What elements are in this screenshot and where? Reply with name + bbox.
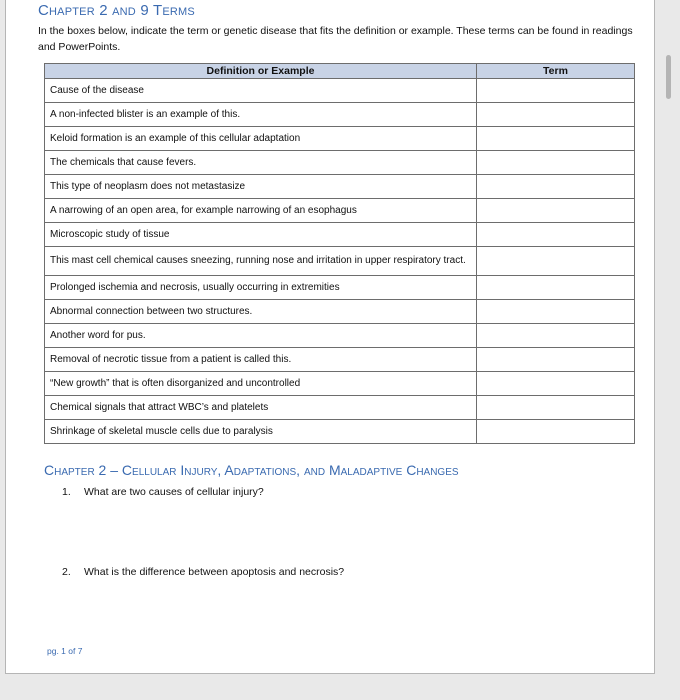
table-row bbox=[45, 79, 635, 103]
term-cell[interactable] bbox=[477, 348, 635, 372]
definition-cell: Microscopic study of tissue bbox=[45, 223, 477, 247]
table-row bbox=[45, 151, 635, 175]
table-row bbox=[45, 372, 635, 396]
term-cell[interactable] bbox=[477, 276, 635, 300]
page-number: pg. 1 of 7 bbox=[47, 646, 83, 656]
definition-cell: Cause of the disease bbox=[45, 79, 477, 103]
term-cell[interactable] bbox=[477, 199, 635, 223]
table-row bbox=[45, 348, 635, 372]
term-cell[interactable] bbox=[477, 223, 635, 247]
table-header-row bbox=[45, 64, 635, 79]
definition-cell: This mast cell chemical causes sneezing, running nose and irritation in upper respiratory tract. bbox=[45, 247, 477, 276]
table-row bbox=[45, 127, 635, 151]
definition-cell: A non-infected blister is an example of this. bbox=[45, 103, 477, 127]
table-row bbox=[45, 420, 635, 444]
term-cell[interactable] bbox=[477, 79, 635, 103]
vertical-scrollbar[interactable] bbox=[666, 55, 671, 99]
table-row bbox=[45, 300, 635, 324]
definition-cell: Prolonged ischemia and necrosis, usually occurring in extremities bbox=[45, 276, 477, 300]
term-cell[interactable] bbox=[477, 151, 635, 175]
definition-cell: Removal of necrotic tissue from a patient is called this. bbox=[45, 348, 477, 372]
page-title: Chapter 2 and 9 Terms bbox=[38, 2, 195, 19]
table-row bbox=[45, 199, 635, 223]
definition-cell: The chemicals that cause fevers. bbox=[45, 151, 477, 175]
term-cell[interactable] bbox=[477, 103, 635, 127]
definition-cell: This type of neoplasm does not metastasize bbox=[45, 175, 477, 199]
instructions-text: In the boxes below, indicate the term or genetic disease that fits the definition or example. These terms can be found in readings and PowerPoints. bbox=[38, 25, 633, 53]
term-cell[interactable] bbox=[477, 175, 635, 199]
table-row bbox=[45, 103, 635, 127]
question-item bbox=[62, 566, 344, 578]
question-text: What is the difference between apoptosis and necrosis? bbox=[84, 566, 345, 578]
table-row bbox=[45, 396, 635, 420]
definition-column-header: Definition or Example bbox=[45, 64, 477, 79]
question-text: What are two causes of cellular injury? bbox=[84, 486, 264, 498]
definition-cell: Abnormal connection between two structures. bbox=[45, 300, 477, 324]
table-row bbox=[45, 247, 635, 276]
term-cell[interactable] bbox=[477, 372, 635, 396]
term-cell[interactable] bbox=[477, 300, 635, 324]
definition-cell: A narrowing of an open area, for example narrowing of an esophagus bbox=[45, 199, 477, 223]
term-cell[interactable] bbox=[477, 247, 635, 276]
term-cell[interactable] bbox=[477, 127, 635, 151]
term-cell[interactable] bbox=[477, 420, 635, 444]
definition-cell: Shrinkage of skeletal muscle cells due to paralysis bbox=[45, 420, 477, 444]
term-column-header: Term bbox=[477, 64, 635, 79]
definition-cell: Chemical signals that attract WBC’s and platelets bbox=[45, 396, 477, 420]
question-item bbox=[62, 486, 264, 498]
definition-cell: Another word for pus. bbox=[45, 324, 477, 348]
question-number: 2. bbox=[62, 566, 71, 578]
table-row bbox=[45, 324, 635, 348]
term-cell[interactable] bbox=[477, 396, 635, 420]
term-cell[interactable] bbox=[477, 324, 635, 348]
question-number: 1. bbox=[62, 486, 71, 498]
definition-cell: “New growth” that is often disorganized and uncontrolled bbox=[45, 372, 477, 396]
table-row bbox=[45, 223, 635, 247]
section-heading: Chapter 2 – Cellular Injury, Adaptations, and Maladaptive Changes bbox=[44, 462, 459, 478]
definition-cell: Keloid formation is an example of this cellular adaptation bbox=[45, 127, 477, 151]
table-row bbox=[45, 175, 635, 199]
terms-table bbox=[44, 63, 635, 444]
table-row bbox=[45, 276, 635, 300]
